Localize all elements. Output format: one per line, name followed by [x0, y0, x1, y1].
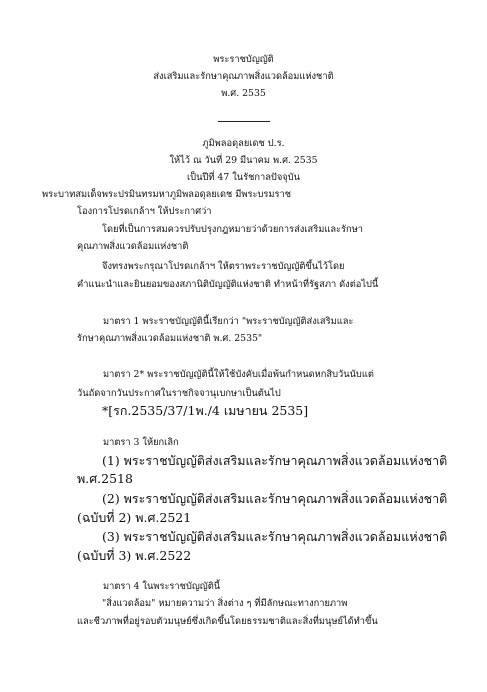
- preamble-line-5: จึงทรงพระกรุณาโปรดเกล้าฯ ให้ตราพระราชบัญญัติขึ้นไว้โดย: [102, 261, 345, 272]
- section-4-definition-line-1: "สิ่งแวดล้อม" หมายความว่า สิ่งต่าง ๆ ที่มีลักษณะทางกายภาพ: [102, 598, 348, 609]
- section-3-item-2-line-1: (2) พระราชบัญญัติส่งเสริมและรักษาคุณภาพสิ่งแวดล้อมแห่งชาติ: [102, 491, 448, 506]
- section-3-item-2-line-2: (ฉบับที่ 2) พ.ศ.2521: [77, 510, 192, 525]
- section-4-definition-line-2: และชีวภาพที่อยู่รอบตัวมนุษย์ซึ่งเกิดขึ้นโดยธรรมชาติและสิ่งที่มนุษย์ได้ทำขึ้น: [77, 616, 378, 627]
- preamble-line-4: คุณภาพสิ่งแวดล้อมแห่งชาติ: [77, 241, 189, 252]
- act-title: พระราชบัญญัติ: [213, 54, 274, 65]
- given-date: ให้ไว้ ณ วันที่ 29 มีนาคม พ.ศ. 2535: [169, 155, 318, 166]
- section-1-line-1: มาตรา 1 พระราชบัญญัตินี้เรียกว่า "พระราชบัญญัติส่งเสริมและ: [103, 316, 354, 327]
- section-3-item-1-line-1: (1) พระราชบัญญัติส่งเสริมและรักษาคุณภาพสิ่งแวดล้อมแห่งชาติ: [102, 453, 448, 468]
- reign-year: เป็นปีที่ 47 ในรัชกาลปัจจุบัน: [186, 172, 300, 183]
- king-signature: ภูมิพลอดุลยเดช ป.ร.: [202, 138, 285, 149]
- act-year: พ.ศ. 2535: [221, 88, 266, 99]
- section-2-gazette-note: *[รก.2535/37/1พ./4 เมษายน 2535]: [102, 403, 309, 418]
- section-4-heading: มาตรา 4 ในพระราชบัญญัตินี้: [103, 581, 221, 592]
- preamble-line-3: โดยที่เป็นการสมควรปรับปรุงกฎหมายว่าด้วยการส่งเสริมและรักษา: [102, 224, 363, 235]
- preamble-line-2: โองการโปรดเกล้าฯ ให้ประกาศว่า: [77, 206, 212, 217]
- section-3-heading: มาตรา 3 ให้ยกเลิก: [103, 437, 179, 448]
- title-divider: [218, 121, 270, 122]
- section-1-line-2: รักษาคุณภาพสิ่งแวดล้อมแห่งชาติ พ.ศ. 2535": [77, 333, 263, 344]
- section-3-item-3-line-1: (3) พระราชบัญญัติส่งเสริมและรักษาคุณภาพสิ่งแวดล้อมแห่งชาติ: [102, 529, 448, 544]
- section-2-line-1: มาตรา 2* พระราชบัญญัตินี้ให้ใช้บังคับเมื่อพ้นกำหนดหกสิบวันนับแต่: [103, 369, 374, 380]
- section-2-line-2: วันถัดจากวันประกาศในราชกิจจานุเบกษาเป็นต้นไป: [77, 388, 281, 399]
- preamble-line-6: คำแนะนำและยินยอมของสภานิติบัญญัติแห่งชาติ ทำหน้าที่รัฐสภา ดังต่อไปนี้: [77, 279, 379, 290]
- act-subtitle: ส่งเสริมและรักษาคุณภาพสิ่งแวดล้อมแห่งชาติ: [153, 71, 334, 82]
- preamble-line-1: พระบาทสมเด็จพระปรมินทรมหาภูมิพลอดุลยเดช มีพระบรมราช: [42, 189, 292, 200]
- section-3-item-3-line-2: (ฉบับที่ 3) พ.ศ.2522: [77, 548, 192, 563]
- section-3-item-1-line-2: พ.ศ.2518: [77, 471, 133, 486]
